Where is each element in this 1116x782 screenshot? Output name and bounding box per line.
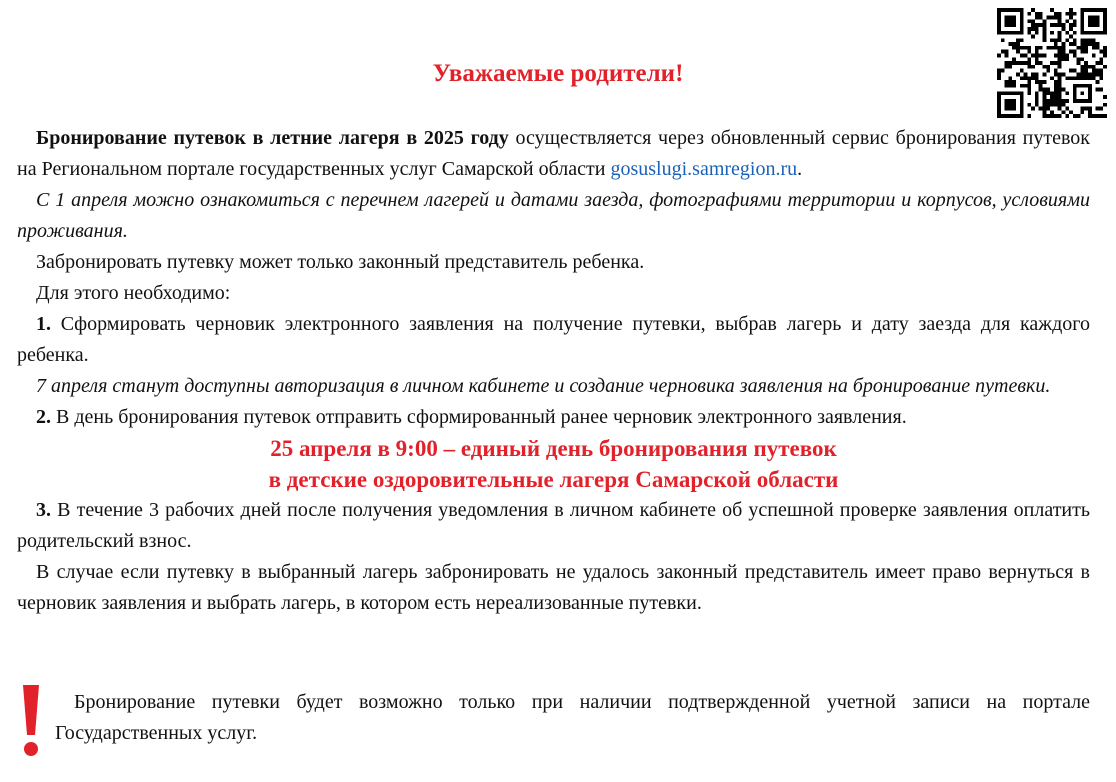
step-1 — [17, 309, 1090, 371]
required-text: Для этого необходимо: — [36, 282, 231, 304]
note-april-1: С 1 апреля можно ознакомиться с перечнем лагерей и датами заезда, фотографиями территории и корпусов, условиями проживания. — [17, 189, 1090, 242]
note-april-7: 7 апреля станут доступны авторизация в личном кабинете и создание черновика заявления на бронирование путевки. — [36, 375, 1051, 397]
fallback-text: В случае если путевку в выбранный лагерь забронировать не удалось законный представитель имеет право вернуться в черновик заявления и выбрать лагерь, в котором есть нереализованные путевки. — [17, 561, 1090, 614]
step-1-number: 1. — [36, 313, 51, 335]
step-2 — [17, 402, 1090, 433]
step-3 — [17, 495, 1090, 557]
step-3-text: В течение 3 рабочих дней после получения уведомления в личном кабинете об успешной проверке заявления оплатить родительский взнос. — [17, 499, 1090, 552]
intro-text: осуществляется через обновленный сервис бронирования путевок на Региональном портале государственных услуг Самарской области — [17, 127, 1090, 180]
step-3-number: 3. — [36, 499, 51, 521]
only-parent-text: Забронировать путевку может только законный представитель ребенка. — [36, 251, 645, 273]
booking-day-line-1: 25 апреля в 9:00 – единый день бронирования путевок — [270, 436, 837, 461]
step-1-text: Сформировать черновик электронного заявления на получение путевки, выбрав лагерь и дату заезда для каждого ребенка. — [17, 313, 1090, 366]
document-body — [17, 123, 1090, 619]
intro-end: . — [797, 158, 803, 180]
booking-day-line-2: в детские оздоровительные лагеря Самарской области — [268, 467, 839, 492]
page-title: Уважаемые родители! — [432, 60, 684, 87]
intro-bold: Бронирование путевок в летние лагеря в 2025 году — [36, 127, 509, 149]
step-2-text: В день бронирования путевок отправить сформированный ранее черновик электронного заявления. — [51, 406, 907, 428]
portal-link[interactable]: gosuslugi.samregion.ru — [610, 158, 798, 180]
step-2-number: 2. — [36, 406, 51, 428]
intro-paragraph — [17, 123, 1090, 185]
exclamation-icon — [17, 683, 45, 759]
warning-text: Бронирование путевки будет возможно только при наличии подтвержденной учетной записи на портале Государственных услуг. — [55, 691, 1090, 744]
